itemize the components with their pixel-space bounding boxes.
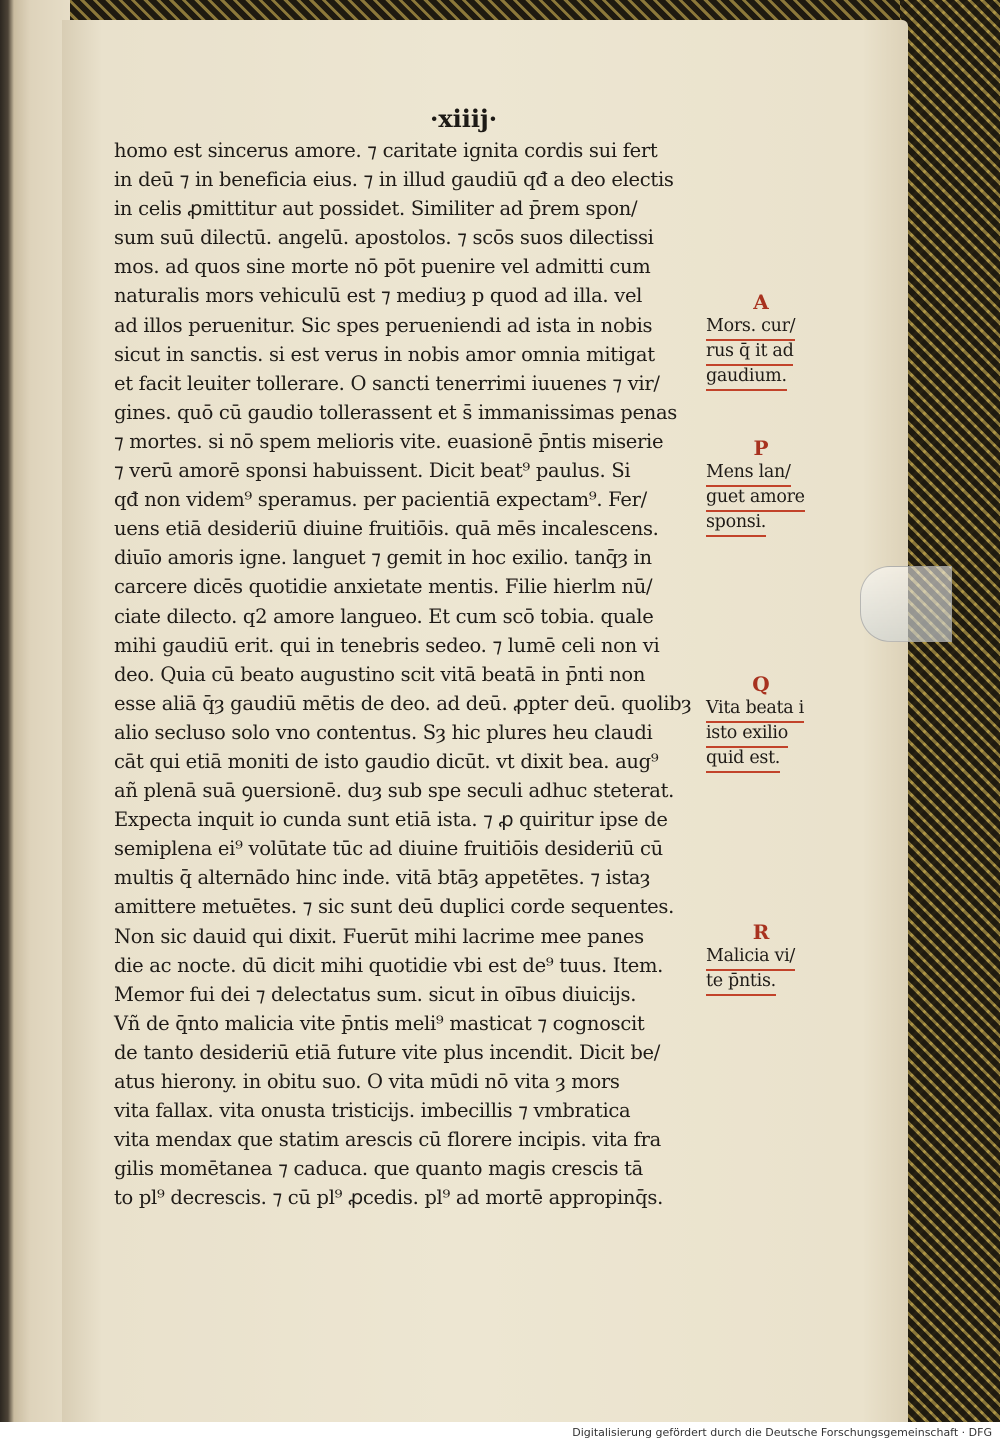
text-line: gilis momētanea ⁊ caduca. que quanto magis crescis tā: [114, 1157, 644, 1181]
text-line: carcere dicēs quotidie anxietate mentis. Filie hierlm nū/: [114, 575, 653, 599]
text-line: atus hierony. in obitu suo. O vita mūdi nō vita ȝ mors: [114, 1070, 620, 1093]
margin-note: [706, 436, 856, 535]
text-line: amittere metuētes. ⁊ sic sunt deū duplici corde sequentes.: [114, 895, 674, 919]
text-line: Expecta inquit io cunda sunt etiā ista. ⁊ ꝓ quiritur ipse de: [114, 808, 668, 832]
text-line: naturalis mors vehiculū est ⁊ mediuȝ p quod ad illa. vel: [114, 284, 643, 308]
text-line: ad illos peruenitur. Sic spes perueniendi ad ista in nobis: [114, 313, 653, 337]
text-line: añ plenā suā ꝯuersionē. duȝ sub spe seculi adhuc steterat.: [114, 779, 675, 803]
margin-note-line: [706, 485, 856, 510]
margin-note: [706, 290, 856, 389]
text-line: et facit leuiter tollerare. O sancti tenerrimi iuuenes ⁊ vir/: [114, 371, 660, 395]
rubric-letter: Q: [752, 672, 770, 696]
funding-credit: Digitalisierung gefördert durch die Deutsche Forschungsgemeinschaft · DFG: [572, 1426, 992, 1439]
text-line: homo est sincerus amore. ⁊ caritate ignita cordis sui fert: [114, 139, 658, 162]
margin-note-text: isto exilio: [706, 721, 788, 748]
binding-top-border: [0, 0, 1000, 22]
margin-note-line: [706, 696, 856, 721]
margin-note-text: rus q̄ it ad: [706, 339, 793, 366]
text-line: gines. quō cū gaudio tollerassent et s̄ immanissimas penas: [114, 400, 677, 424]
margin-note-line: [706, 944, 856, 969]
text-line: mos. ad quos sine morte nō pōt puenire vel admitti cum: [114, 255, 651, 279]
text-line: in deū ⁊ in beneficia eius. ⁊ in illud gaudiū qđ a deo electis: [114, 168, 674, 192]
text-line: mihi gaudiū erit. qui in tenebris sedeo. ⁊ lumē celi non vi: [114, 633, 660, 657]
text-line: to pl⁹ decrescis. ⁊ cū pl⁹ ꝓcedis. pl⁹ ad mortē appropinq̄s.: [114, 1186, 663, 1210]
rubric-letter: P: [753, 436, 769, 460]
margin-note-line: [706, 969, 856, 994]
margin-note-text: guet amore: [706, 485, 805, 512]
page-clip: [860, 566, 952, 642]
text-line: multis q̄ alternādo hinc inde. vitā btāȝ appetētes. ⁊ istaȝ: [114, 866, 650, 890]
margin-note-line: [706, 721, 856, 746]
text-line: uens etiā desideriū diuine fruitiōis. quā mēs incalescens.: [114, 517, 659, 541]
text-line: ciate dilecto. q2 amore langueo. Et cum scō tobia. quale: [114, 604, 654, 628]
text-line: qđ non videm⁹ speramus. per pacientiā expectam⁹. Fer/: [114, 488, 647, 512]
text-line: sum suū dilectū. angelū. apostolos. ⁊ scōs suos dilectissi: [114, 226, 654, 250]
margin-note: [706, 920, 856, 994]
text-line: vita mendax que statim arescis cū florere incipis. vita fra: [114, 1128, 661, 1152]
text-line: ⁊ verū amorē sponsi habuissent. Dicit beat⁹ paulus. Si: [114, 459, 631, 483]
text-line: Vñ de q̄nto malicia vite p̄ntis meli⁹ masticat ⁊ cognoscit: [114, 1011, 645, 1035]
text-line: cāt qui etiā moniti de isto gaudio dicūt. vt dixit bea. aug⁹: [114, 749, 659, 773]
rubric-letter: R: [752, 920, 770, 944]
text-line: Memor fui dei ⁊ delectatus sum. sicut in oībus diuicijs.: [114, 982, 637, 1006]
binding-ornament: [900, 0, 1000, 1422]
margin-note-line: [706, 314, 856, 339]
text-line: Non sic dauid qui dixit. Fuerūt mihi lacrime mee panes: [114, 924, 644, 948]
margin-note-line: [706, 339, 856, 364]
rubric-letter: A: [753, 290, 769, 314]
margin-note-line: [706, 746, 856, 771]
text-line: in celis ꝓmittitur aut possidet. Similiter ad p̄rem spon/: [114, 197, 638, 221]
margin-note-text: quid est.: [706, 746, 780, 773]
margin-note-text: gaudium.: [706, 364, 787, 391]
text-line: de tanto desideriū etiā future vite plus incendit. Dicit be/: [114, 1040, 661, 1064]
margin-note-text: Mens lan/: [706, 460, 791, 487]
folio-number: ·xiiij·: [430, 104, 498, 133]
margin-note-text: Vita beata i: [706, 696, 804, 723]
text-line: ⁊ mortes. si nō spem melioris vite. euasionē p̄ntis miserie: [114, 429, 664, 453]
margin-note-text: Mors. cur/: [706, 314, 795, 341]
footer: [0, 1422, 1000, 1447]
margin-note: [706, 672, 856, 771]
text-line: alio secluso solo vno contentus. Sȝ hic plures heu claudi: [114, 720, 653, 744]
previous-page-edge: [0, 0, 70, 1422]
text-line: vita fallax. vita onusta tristicijs. imbecillis ⁊ vmbratica: [114, 1099, 631, 1123]
margin-note-line: [706, 510, 856, 535]
text-line: diuīo amoris igne. languet ⁊ gemit in hoc exilio. tanq̄ȝ in: [114, 546, 652, 570]
text-line: semiplena ei⁹ volūtate tūc ad diuine fruitiōis desideriū cū: [114, 837, 663, 861]
margin-note-text: sponsi.: [706, 510, 766, 537]
margin-note-text: Malicia vi/: [706, 944, 795, 971]
margin-note-text: te p̄ntis.: [706, 969, 776, 996]
text-line: esse aliā q̄ȝ gaudiū mētis de deo. ad deū. ꝓpter deū. quolibȝ: [114, 691, 692, 715]
margin-note-line: [706, 364, 856, 389]
margin-note-line: [706, 460, 856, 485]
text-line: sicut in sanctis. si est verus in nobis amor omnia mitigat: [114, 342, 655, 366]
text-line: die ac nocte. dū dicit mihi quotidie vbi est de⁹ tuus. Item.: [114, 953, 664, 977]
text-line: deo. Quia cū beato augustino scit vitā beatā in p̄nti non: [114, 662, 646, 686]
main-text-block: [114, 136, 714, 1212]
